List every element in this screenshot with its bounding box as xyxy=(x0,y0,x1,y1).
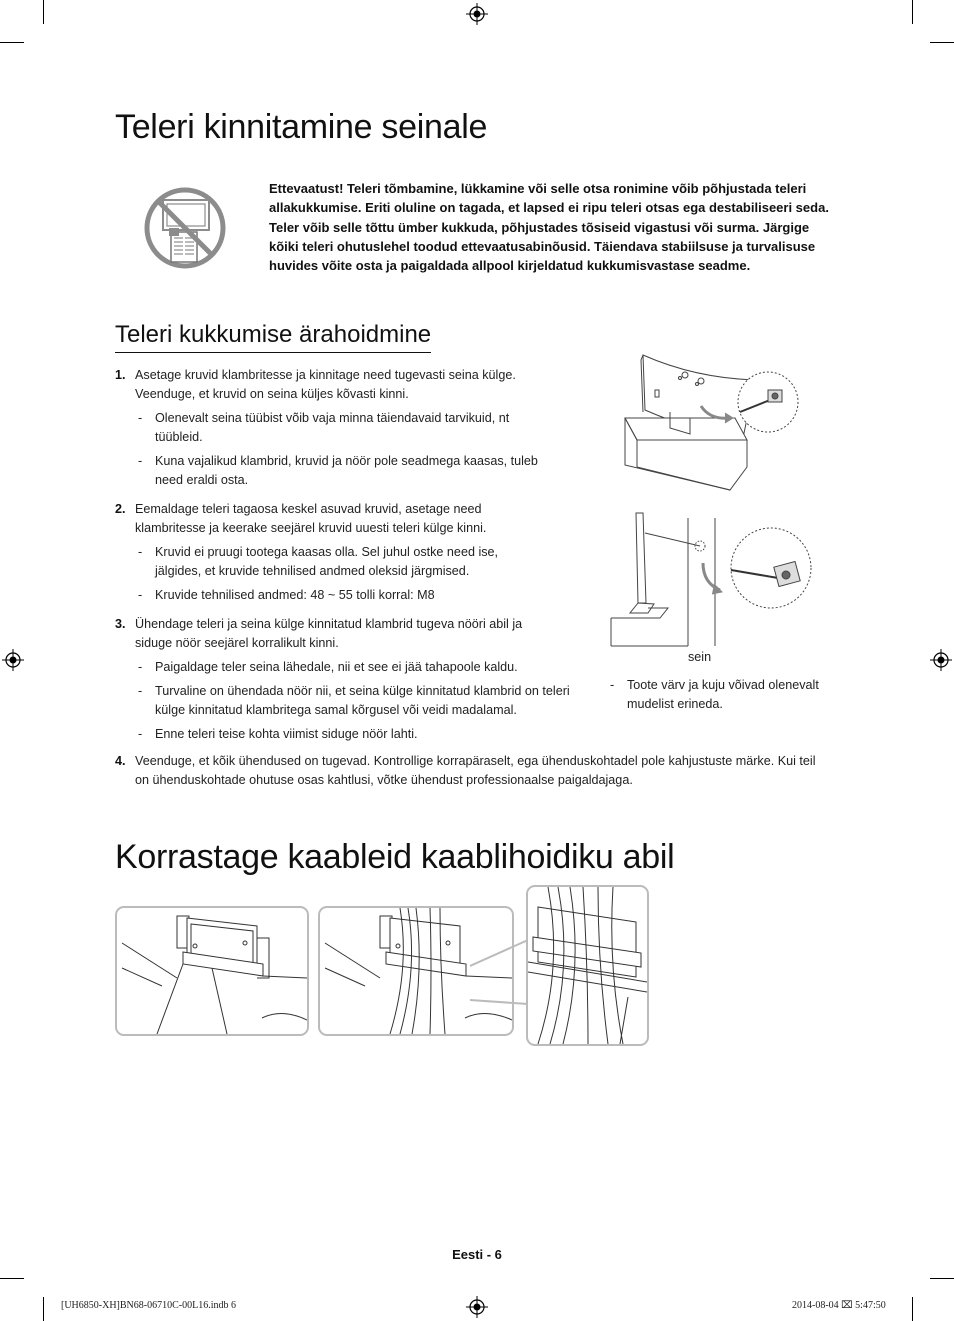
section-title: Korrastage kaableid kaablihoidiku abil xyxy=(115,838,675,876)
crop-mark xyxy=(43,0,44,24)
cable-holder-illustration xyxy=(117,908,307,1034)
print-date: 2014-08-04 ⌧ 5:47:50 xyxy=(792,1300,886,1311)
registration-mark-icon xyxy=(2,649,24,671)
bullet-dash: - xyxy=(138,545,143,559)
step-text-line: Veenduge, et kõik ühendused on tugevad. Kontrollige korrapäraselt, ega ühenduskohtadel pole kahjustuste märke. Kui teil xyxy=(135,754,816,768)
crop-mark xyxy=(912,0,913,24)
tv-back-screw-illustration xyxy=(615,350,810,495)
figure-note-line: mudelist erineda. xyxy=(627,697,723,711)
no-climbing-icon xyxy=(143,186,227,270)
figure-note-line: Toote värv ja kuju võivad olenevalt xyxy=(627,678,819,692)
bullet-text-line: Paigaldage teler seina lähedale, nii et see ei jää tahapoole kaldu. xyxy=(155,660,518,674)
crop-mark xyxy=(912,1297,913,1321)
step-number: 1. xyxy=(115,368,126,382)
bullet-text-line: jälgides, et kruvide tehnilised andmed oleksid järgmised. xyxy=(155,564,470,578)
bullet-text-line: Turvaline on ühendada nöör nii, et seina külge kinnitatud klambrid on teleri xyxy=(155,684,570,698)
bullet-dash: - xyxy=(138,454,143,468)
crop-mark xyxy=(43,1297,44,1321)
step-text-line: Ühendage teleri ja seina külge kinnitatud klambrid tugeva nööri abil ja xyxy=(135,617,523,631)
step-text-line: klambritesse ja keerake seejärel kruvid uuesti teleri külge kinni. xyxy=(135,521,487,535)
step-text-line: Eemaldage teleri tagaosa keskel asuvad kruvid, asetage need xyxy=(135,502,482,516)
bullet-dash: - xyxy=(138,411,143,425)
bullet-dash: - xyxy=(138,588,143,602)
step-number: 2. xyxy=(115,502,126,516)
registration-mark-icon xyxy=(930,649,952,671)
bullet-text-line: tüübleid. xyxy=(155,430,203,444)
crop-mark xyxy=(0,1278,24,1279)
file-info: [UH6850-XH]BN68-06710C-00L16.indb 6 xyxy=(61,1300,236,1311)
zoom-connector-lines xyxy=(470,930,530,1010)
step-text-line: Veenduge, et kruvid on seina küljes kõvasti kinni. xyxy=(135,387,409,401)
step-text-line: Asetage kruvid klambritesse ja kinnitage need tugevasti seina külge. xyxy=(135,368,516,382)
bullet-dash: - xyxy=(138,684,143,698)
page-number: Eesti - 6 xyxy=(452,1247,502,1262)
wall-side-view-illustration xyxy=(608,508,813,650)
bullet-text-line: Kruvid ei pruugi tootega kaasas olla. Sel juhul ostke need ise, xyxy=(155,545,499,559)
step-number: 4. xyxy=(115,754,126,768)
section-heading: Teleri kukkumise ärahoidmine xyxy=(115,321,431,353)
crop-mark xyxy=(930,1278,954,1279)
crop-mark xyxy=(930,42,954,43)
registration-mark-icon xyxy=(466,3,488,25)
bullet-dash: - xyxy=(138,660,143,674)
cable-holder-zoom-illustration xyxy=(528,887,647,1044)
crop-mark xyxy=(0,42,24,43)
bullet-dash: - xyxy=(138,727,143,741)
bullet-text-line: Kuna vajalikud klambrid, kruvid ja nöör pole seadmega kaasas, tuleb xyxy=(155,454,538,468)
page-title: Teleri kinnitamine seinale xyxy=(115,108,488,146)
bullet-text-line: need eraldi osta. xyxy=(155,473,249,487)
note-dash: - xyxy=(610,678,615,692)
cable-holder-panel xyxy=(115,906,309,1036)
wall-label: sein xyxy=(688,650,712,664)
bullet-text-line: Olenevalt seina tüübist võib vaja minna täiendavaid tarvikuid, nt xyxy=(155,411,510,425)
step-text-line: siduge nöör seejärel korralikult kinni. xyxy=(135,636,339,650)
bullet-text-line: Enne teleri teise kohta viimist siduge nöör lahti. xyxy=(155,727,418,741)
step-text-line: on ühenduskohtade ohutuse osas kahtlusi, võtke ühendust professionaalse paigaldajaga. xyxy=(135,773,633,787)
registration-mark-icon xyxy=(466,1296,488,1318)
cable-holder-zoom-panel xyxy=(526,885,649,1046)
warning-text: Ettevaatust! Teleri tõmbamine, lükkamine või selle otsa ronimine võib põhjustada teleri allakukkumise. Eriti oluline on tagada, et lapsed ei ripu teleri otsas ega destabiliseeri seda. Teler võib selle tõttu ümber kukkuda, põhjustades tõsiseid vigastusi või surma. Järgige kõiki teleri ohutuslehel toodud ettevaatusabinõusid. Täiendava stabiilsuse ja turvalisuse huvides võite osta ja paigaldada allpool kirjeldatud kukkumisvastase seadme. xyxy=(269,181,829,274)
step-number: 3. xyxy=(115,617,126,631)
bullet-text-line: Kruvide tehnilised andmed: 48 ~ 55 tolli korral: M8 xyxy=(155,588,435,602)
bullet-text-line: külge kinnitatud klambritega samal kõrgusel või veidi madalamal. xyxy=(155,703,517,717)
